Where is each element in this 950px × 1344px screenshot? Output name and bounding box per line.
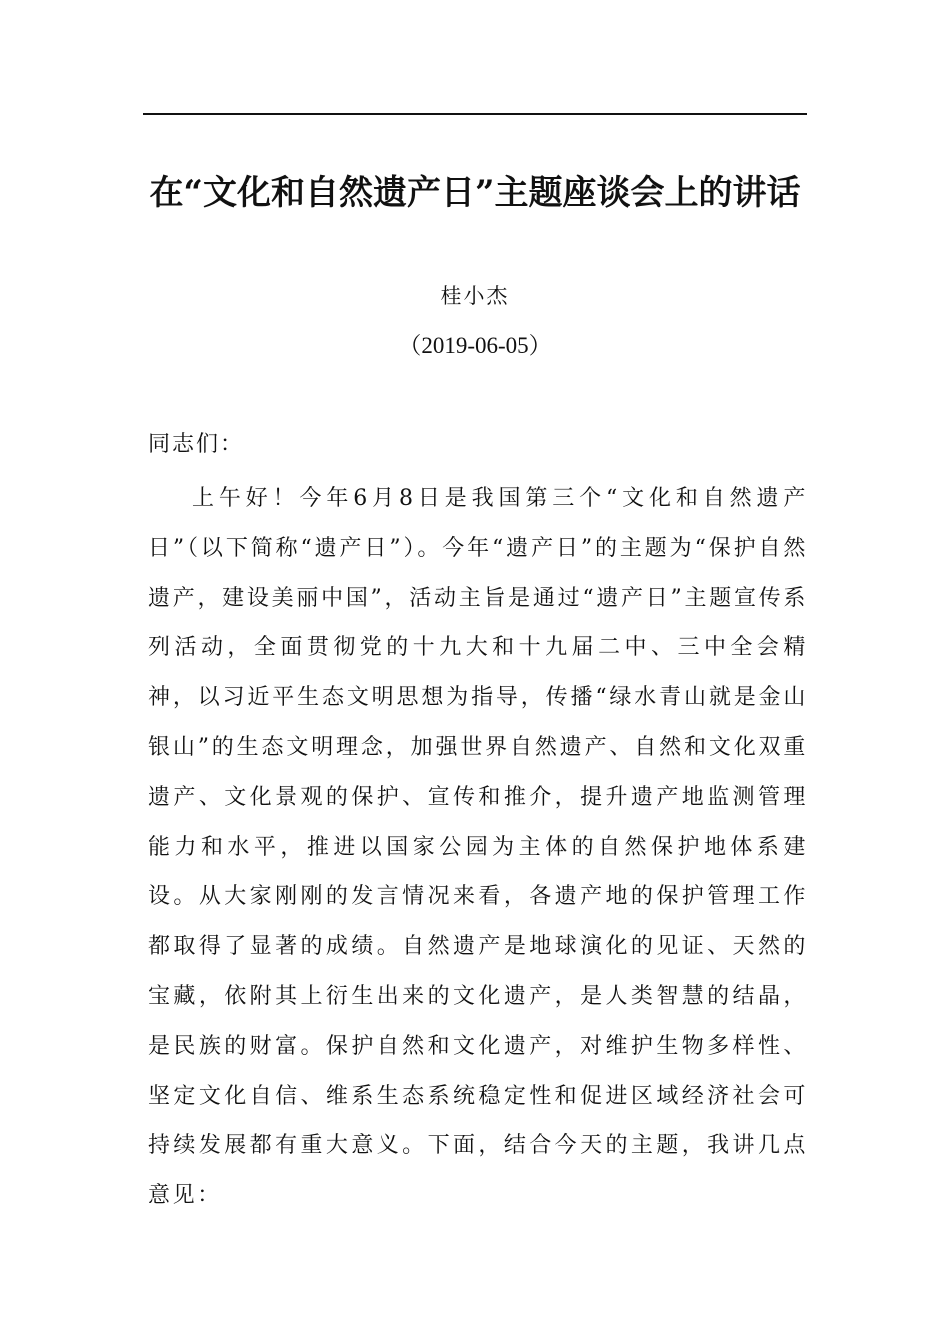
- document-title: 在“文化和自然遗产日”主题座谈会上的讲话: [149, 173, 801, 213]
- document-date: （2019-06-05）: [398, 333, 552, 358]
- author-name: 桂小杰: [440, 284, 510, 308]
- header-rule: [143, 113, 807, 115]
- body-paragraph: 上午好！今年6月8日是我国第三个“文化和自然遗产日”（以下简称“遗产日”）。今年“遗产日”的主题为“保护自然遗产，建设美丽中国”，活动主旨是通过“遗产日”主题宣传系列活动，全面贯彻党的十九大和十九届二中、三中全会精神，以习近平生态文明思想为指导，传播“绿水青山就是金山银山”的生态文明理念，加强世界自然遗产、自然和文化双重遗产、文化景观的保护、宣传和推介，提升遗产地监测管理能力和水平，推进以国家公园为主体的自然保护地体系建设。从大家刚刚的发言情况来看，各遗产地的保护管理工作都取得了显著的成绩。自然遗产是地球演化的见证、天然的宝藏，依附其上衍生出来的文化遗产，是人类智慧的结晶，是民族的财富。保护自然和文化遗产，对维护生物多样性、坚定文化自信、维系生态系统稳定性和促进区域经济社会可持续发展都有重大意义。下面，结合今天的主题，我讲几点意见：: [148, 486, 808, 1209]
- salutation: 同志们：: [148, 432, 245, 457]
